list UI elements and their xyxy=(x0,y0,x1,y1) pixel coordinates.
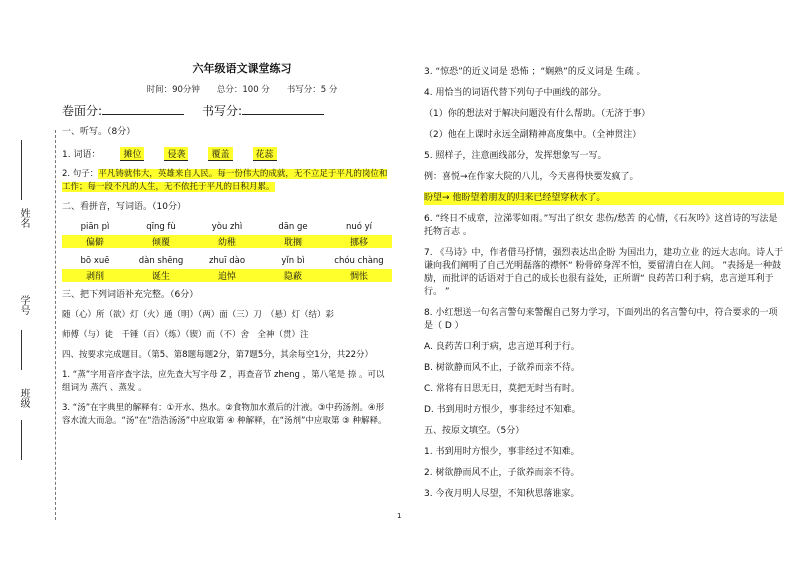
section-4-title: 四、按要求完成题目。（第5、第8题每题2分，第7题5分，其余每空1分，共22分） xyxy=(62,350,374,360)
word-3: 覆盖 xyxy=(208,147,232,161)
word-1: 摊位 xyxy=(120,147,144,161)
idioms-row-1: 随（心）所（欲）灯（火）通（明）（两）面（三）刀 （悬）灯（结）彩 xyxy=(62,310,335,320)
question-4-1: 1. “蒸”字用音序查字法，应先查大写字母 Z ，再查音节 zheng ，第八笔是 捺 。可以组词为 蒸汽 、蒸发 。 xyxy=(62,370,385,393)
question-8: 8. 小红想送一句名言警句来警醒自己努力学习，下面列出的名言警句中，符合要求的一项是（ D ） xyxy=(424,308,778,331)
section-2-title: 二、看拼音，写词语。（10分） xyxy=(62,202,186,212)
section-3-title: 三、把下列词语补充完整。（6分） xyxy=(62,290,199,300)
word-2: 侵袭 xyxy=(164,147,188,161)
answer-row-2: 剥削 诞生 追悼 隐蔽 惆怅 xyxy=(62,269,392,282)
question-6: 6. “终日不成章，泣涕零如雨。”写出了织女 悲伤/愁苦 的心情，《石灰吟》这首诗的写法是 托物言志 。 xyxy=(424,214,778,237)
option-d: D. 书到用时方恨少，事非经过不知难。 xyxy=(424,405,581,415)
question-4-b: （2）他在上课时永远全副精神高度集中。（全神贯注） xyxy=(424,130,642,140)
question-4-a: （1）你的想法对于解决问题没有什么帮助。（无济于事） xyxy=(424,109,651,119)
id-line xyxy=(21,330,22,370)
binding-margin xyxy=(0,0,64,561)
dictation-words: 1. 词语： 摊位 侵袭 覆盖 花蕊 xyxy=(62,147,392,161)
page-title: 六年级语文课堂练习 xyxy=(192,62,292,75)
left-column xyxy=(62,60,392,428)
option-a: A. 良药苦口利于病，忠言逆耳利于行。 xyxy=(424,342,580,352)
writing-score-blank[interactable] xyxy=(242,114,324,115)
section-5-title: 五、按原文填空。（5分） xyxy=(424,426,525,436)
name-label: 姓名 xyxy=(18,208,29,228)
question-4: 4. 用恰当的词语代替下列句子中画线的部分。 xyxy=(424,88,607,98)
exam-meta: 时间：90分钟 总分：100 分 书写分：5 分 xyxy=(146,85,338,95)
option-c: C. 常将有日思无日，莫把无时当有时。 xyxy=(424,384,581,394)
class-label: 班级 xyxy=(18,388,29,408)
section-1-title: 一、听写。（8分） xyxy=(62,127,136,137)
pinyin-row-1: piān pì qīng fù yòu zhì dān ge nuó yí xyxy=(80,222,373,232)
right-column xyxy=(424,58,784,501)
word-4: 花蕊 xyxy=(253,147,277,161)
paper-score-blank[interactable] xyxy=(102,114,184,115)
dictation-sentence: 2. 句子：平凡铸就伟大，英雄来自人民。每一份伟大的成就，无不立足于平凡的岗位和工作；每一段不凡的人生，无不依托于平凡的日积月累。 xyxy=(62,169,388,192)
fill-3: 3. 今夜月明人尽望，不知秋思落谁家。 xyxy=(424,489,580,499)
fill-2: 2. 树欲静而风不止，子欲养而亲不待。 xyxy=(424,468,580,478)
cut-line xyxy=(55,130,56,520)
paper-score: 卷面分: xyxy=(62,102,184,119)
question-3: 3. “惊恐”的近义词是 恐怖 ；“娴熟”的反义词是 生疏 。 xyxy=(424,67,646,77)
question-7: 7. 《马诗》中，作者借马抒情，强烈表达出企盼 为国出力，建功立业 的远大志向。诗人于谦向我们阐明了自己光明磊落的襟怀“ 粉骨碎身浑不怕，要留清白在人间。 ”表扬是一种鼓励，而批评的话语对于自己的成长也很有益处，正所谓“ 良药苦口利于病，忠言逆耳利于行。 ” xyxy=(424,248,784,297)
student-id-label: 学号 xyxy=(18,295,29,315)
answer-row-1: 偏僻 倾覆 幼稚 耽搁 挪移 xyxy=(62,235,392,248)
writing-score: 书写分: xyxy=(202,102,324,119)
score-fields xyxy=(62,102,392,119)
page-number: 1 xyxy=(397,512,402,520)
fill-1: 1. 书到用时方恨少，事非经过不知难。 xyxy=(424,447,580,457)
question-5-answer: 盼望→ 他盼望着朋友的归来已经望穿秋水了。 xyxy=(424,192,784,205)
class-line xyxy=(21,420,22,460)
name-line xyxy=(21,140,22,200)
question-5-example: 例：喜悦→在作家大院的八儿，今天喜得快要发疯了。 xyxy=(424,172,639,182)
pinyin-row-2: bō xuē dàn shēng zhuī dào yǐn bì chóu chàng xyxy=(80,256,384,266)
idioms-row-2: 师傅（与）徒 千锤（百）（炼）（锲）而（不）舍 全神（贯）注 xyxy=(62,330,309,340)
question-4-3: 3. “汤”在字典里的解释有：①开水、热水。②食物加水煮后的汁液。③中药汤剂。④形容水流大而急。“汤”在“浩浩汤汤”中应取第 ④ 种解释，在“汤剂”中应取第 ③ 种解释。 xyxy=(62,403,387,426)
question-5: 5. 照样子，注意画线部分，发挥想象写一写。 xyxy=(424,151,607,161)
option-b: B. 树欲静而风不止，子欲养而亲不待。 xyxy=(424,363,580,373)
